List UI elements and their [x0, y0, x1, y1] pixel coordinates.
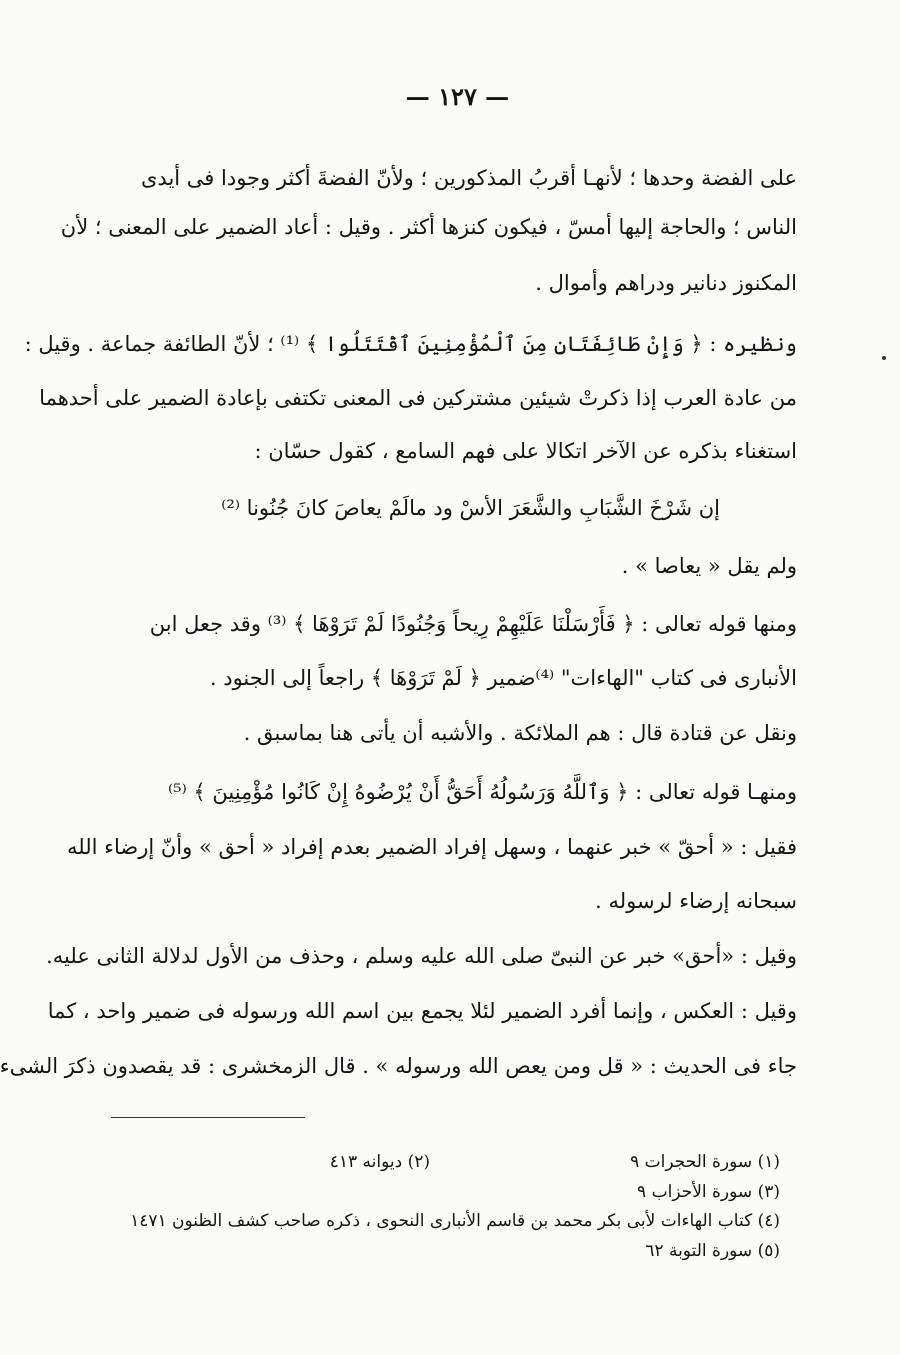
footnote-3: (٣) سورة الأحزاب ٩ [637, 1182, 780, 1202]
text-line: على الفضة وحدها ؛ لأنهـا أقربُ المذكورين ؛ ولأنّ الفضةَ أكثر وجودا فى أيدى [140, 166, 797, 190]
text-line: ومنهـا قوله تعالى : ﴿ وَٱللَّهُ وَرَسُولُهُ أَحَقُّ أَنْ يُرْضُوهُ إِنْ كَانُوا مُؤْمِنِينَ ﴾ ⁽⁵⁾ [168, 780, 797, 804]
text-line: الأنبارى فى كتاب "الهاءات" ⁽⁴⁾ضمير ﴿ لَمْ تَرَوْهَا ﴾ راجعاً إلى الجنود . [209, 666, 797, 690]
text-line: ونقل عن قتادة قال : هم الملائكة . والأشبه أن يأتى هنا بماسبق . [243, 721, 797, 745]
text-line: جاء فى الحديث : « قل ومن يعص الله ورسوله » . قال الزمخشرى : قد يقصدون ذكرَ الشىء [0, 1054, 797, 1078]
text-line: الناس ؛ والحاجة إليها أمسّ ، فيكون كنزها أكثر . وقيل : أعاد الضمير على المعنى ؛ لأن [60, 215, 797, 239]
text-line: ومنها قوله تعالى : ﴿ فَأَرْسَلْنَا عَلَيْهِمْ رِيحاً وَجُنُودًا لَمْ تَرَوْهَا ﴾ ⁽³⁾ وقد جعل ابن [149, 612, 797, 636]
text-line: المكنوز دنانير ودراهم وأموال . [535, 271, 797, 295]
text-line: وقيل : العكس ، وإنما أفرد الضمير لئلا يجمع بين اسم الله ورسوله فى ضمير واحد ، كما [47, 999, 797, 1023]
text-line: ولم يقل « يعاصا » . [621, 554, 797, 578]
poem-verse: إن شَرْخَ الشَّبَابِ والشَّعَرَ الأسْ ود مالَمْ يعاصَ كانَ جُنُونا ⁽²⁾ [221, 496, 720, 520]
footnote-4: (٤) كتاب الهاءات لأبى بكر محمد بن قاسم الأنبارى النحوى ، ذكره صاحب كشف الظنون ١٤٧١ [130, 1211, 780, 1231]
text-line: من عادة العرب إذا ذكرتْ شيئين مشتركين فى المعنى تكتفى بإعادة الضمير على أحدهما [39, 386, 797, 410]
footnote-2: (٢) ديوانه ٤١٣ [329, 1152, 430, 1172]
text-line: ونظيره : ﴿ وَإِنْ طَائِفَتَانِ مِنَ ٱلْمُؤْمِنِينَ ٱقْتَتَلُوا ﴾ ⁽¹⁾ ؛ لأنّ الطائفة جماعة . وقيل : [24, 332, 797, 356]
footnote-1: (١) سورة الحجرات ٩ [630, 1152, 780, 1172]
page-number: — ١٢٧ — [405, 82, 510, 111]
margin-mark [882, 356, 886, 360]
footnote-5: (٥) سورة التوبة ٦٢ [645, 1241, 780, 1261]
footnote-divider [111, 1117, 305, 1118]
text-line: سبحانه إرضاء لرسوله . [595, 889, 797, 913]
text-line: وقيل : «أحق» خبر عن النبىّ صلى الله عليه وسلم ، وحذف من الأول لدلالة الثانى عليه. [46, 944, 797, 968]
text-line: فقيل : « أحقّ » خبر عنهما ، وسهل إفراد الضمير بعدم إفراد « أحق » وأنّ إرضاء الله [67, 835, 797, 859]
text-line: استغناء بذكره عن الآخر اتكالا على فهم السامع ، كقول حسّان : [254, 439, 797, 463]
